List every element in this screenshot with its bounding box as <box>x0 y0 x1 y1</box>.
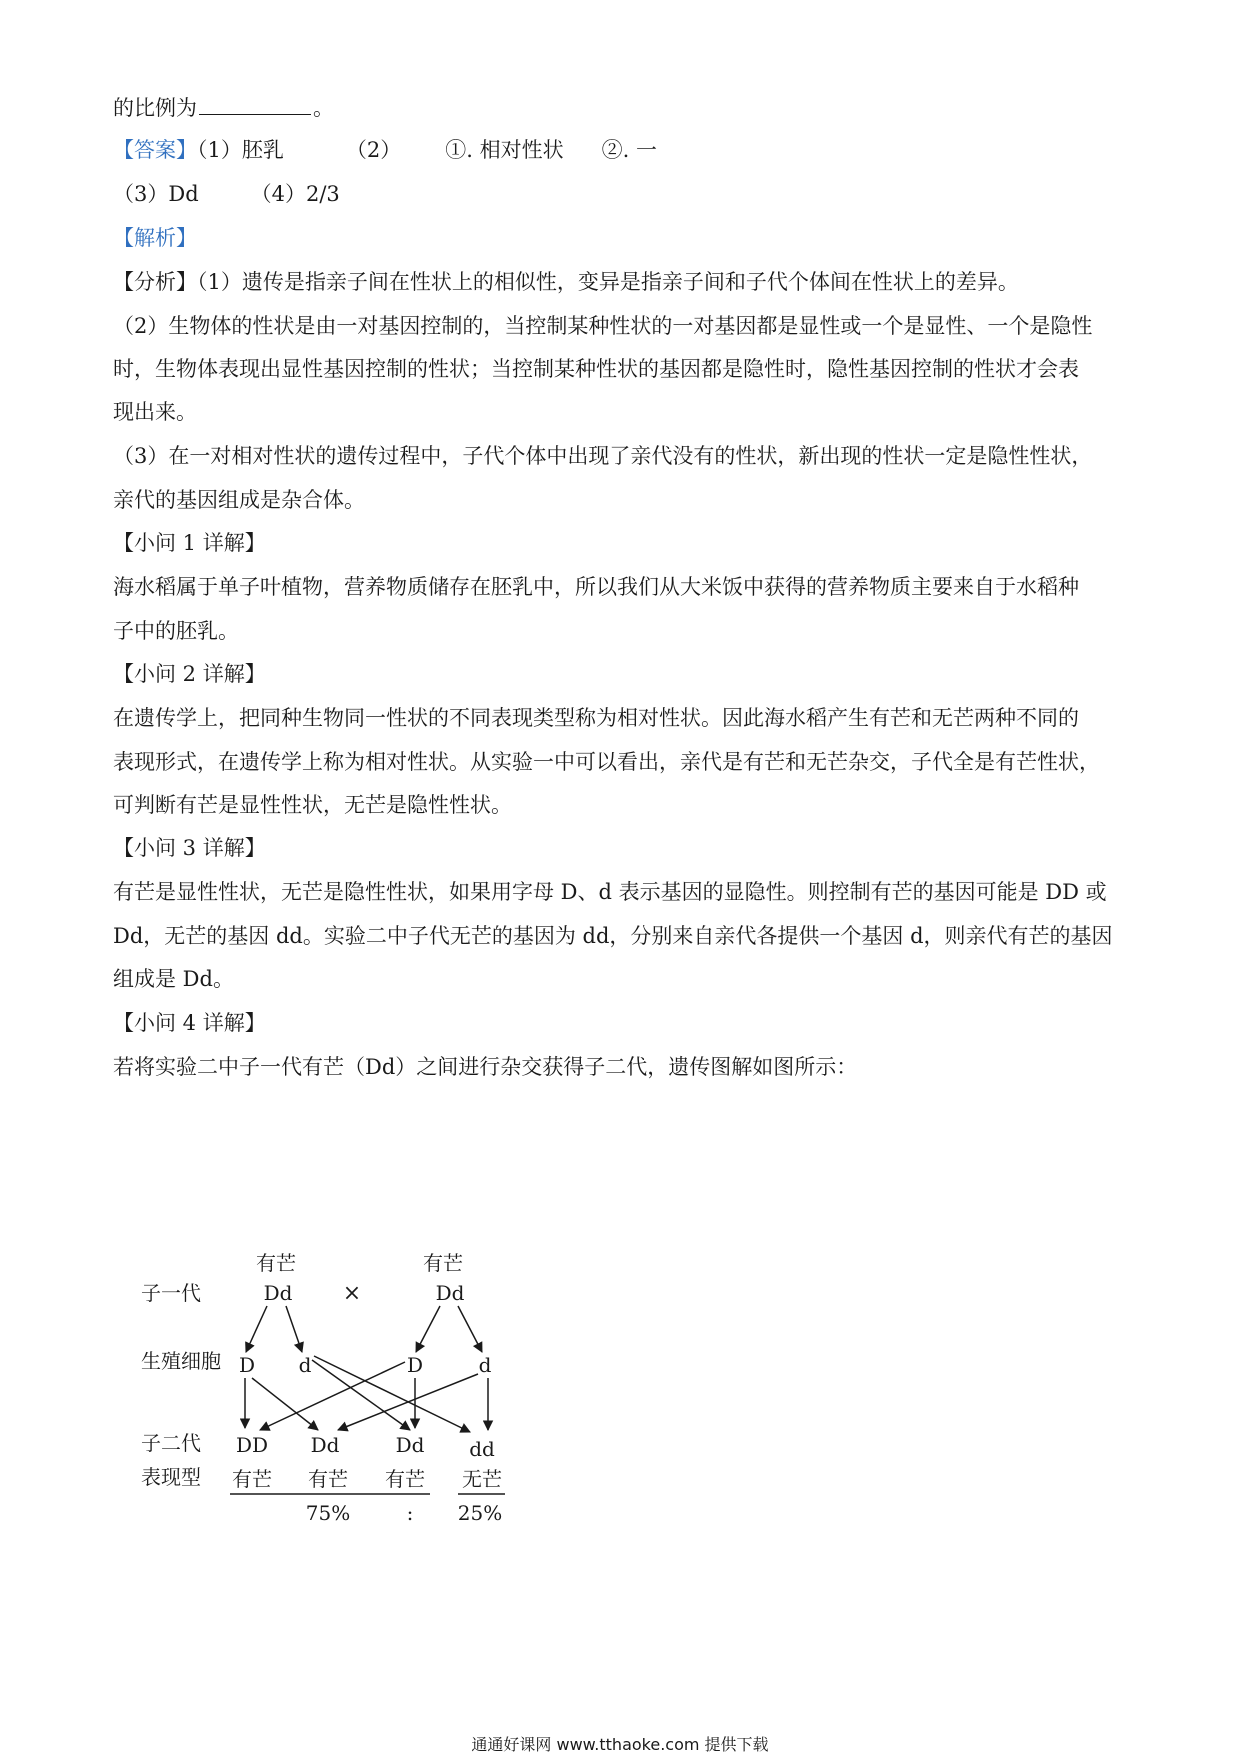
gamete-4: d <box>478 1353 492 1377</box>
subquestion-3-heading: 【小问 3 详解】 <box>113 836 266 860</box>
analysis-5: （3）在一对相对性状的遗传过程中，子代个体中出现了亲代没有的性状，新出现的性状一定是隐性性状， <box>113 444 1093 468</box>
offspring-4-phenotype: 无芒 <box>462 1467 502 1491</box>
subquestion-3-text-3: 组成是 Dd。 <box>113 967 234 991</box>
analysis-2: （2）生物体的性状是由一对基因控制的，当控制某种性状的一对基因都是显性或一个是显性、一个是隐性 <box>113 314 1093 338</box>
row-label-phenotype: 表现型 <box>141 1465 201 1489</box>
answer-3: （3）Dd <box>113 182 199 206</box>
subquestion-4-heading: 【小问 4 详解】 <box>113 1011 266 1035</box>
answer-2-part-2: ②. 一 <box>601 138 657 162</box>
answer-1: （1）胚乳 <box>197 138 284 162</box>
answer-2-part-1: ①. 相对性状 <box>445 138 564 162</box>
offspring-1-phenotype: 有芒 <box>232 1467 272 1491</box>
row-label-f1: 子一代 <box>141 1281 201 1305</box>
subquestion-2-text-1: 在遗传学上，把同种生物同一性状的不同表现类型称为相对性状。因此海水稻产生有芒和无芒两种不同的 <box>113 706 1079 730</box>
subquestion-3-text-2: Dd，无芒的基因 dd。实验二中子代无芒的基因为 dd，分别来自亲代各提供一个基因 d，则亲代有芒的基因 <box>113 924 1113 948</box>
question-tail-end: 。 <box>313 96 334 120</box>
page-footer: 通通好课网 www.tthaoke.com 提供下载 <box>471 1735 769 1754</box>
ratio-separator: : <box>406 1501 414 1525</box>
subquestion-1-heading: 【小问 1 详解】 <box>113 531 266 555</box>
ratio-recessive: 25% <box>457 1501 503 1525</box>
answer-4: （4）2/3 <box>250 182 340 206</box>
row-label-gamete: 生殖细胞 <box>141 1349 221 1373</box>
offspring-2-genotype: Dd <box>310 1433 340 1457</box>
subquestion-1-text-2: 子中的胚乳。 <box>113 619 239 643</box>
offspring-3-genotype: Dd <box>395 1433 425 1457</box>
parent-2-phenotype: 有芒 <box>423 1251 463 1275</box>
analysis-3: 时，生物体表现出显性基因控制的性状；当控制某种性状的基因都是隐性时，隐性基因控制的性状才会表 <box>113 357 1079 381</box>
offspring-1-genotype: DD <box>235 1433 269 1457</box>
subquestion-4-text-1: 若将实验二中子一代有芒（Dd）之间进行杂交获得子二代，遗传图解如图所示： <box>113 1055 858 1079</box>
subquestion-2-heading: 【小问 2 详解】 <box>113 662 266 686</box>
analysis-6: 亲代的基因组成是杂合体。 <box>113 488 365 512</box>
subquestion-2-text-3: 可判断有芒是显性性状，无芒是隐性性状。 <box>113 793 512 817</box>
analysis-4: 现出来。 <box>113 400 197 424</box>
row-label-f2: 子二代 <box>141 1431 201 1455</box>
gamete-1: D <box>238 1353 256 1377</box>
offspring-4-genotype: dd <box>469 1437 495 1461</box>
offspring-2-phenotype: 有芒 <box>308 1467 348 1491</box>
parent-2-genotype: Dd <box>435 1281 465 1305</box>
answer-tag: 【答案】 <box>113 138 197 162</box>
parent-1-genotype: Dd <box>263 1281 293 1305</box>
offspring-3-phenotype: 有芒 <box>385 1467 425 1491</box>
answer-2: （2） <box>345 138 402 162</box>
gamete-3: D <box>406 1353 424 1377</box>
subquestion-3-text-1: 有芒是显性性状，无芒是隐性性状，如果用字母 D、d 表示基因的显隐性。则控制有芒的基因可能是 DD 或 <box>113 880 1107 904</box>
gamete-2: d <box>298 1353 312 1377</box>
question-tail-text: 的比例为 <box>113 96 197 120</box>
parent-1-phenotype: 有芒 <box>256 1251 296 1275</box>
analysis-tag: 【解析】 <box>113 226 197 250</box>
ratio-dominant: 75% <box>305 1501 351 1525</box>
subquestion-2-text-2: 表现形式，在遗传学上称为相对性状。从实验一中可以看出，亲代是有芒和无芒杂交，子代全是有芒性状， <box>113 750 1100 774</box>
analysis-1: 【分析】（1）遗传是指亲子间在性状上的相似性，变异是指亲子间和子代个体间在性状上的差异。 <box>113 270 1019 294</box>
cross-symbol: × <box>342 1281 362 1306</box>
subquestion-1-text-1: 海水稻属于单子叶植物，营养物质储存在胚乳中，所以我们从大米饭中获得的营养物质主要来自于水稻种 <box>113 575 1079 599</box>
